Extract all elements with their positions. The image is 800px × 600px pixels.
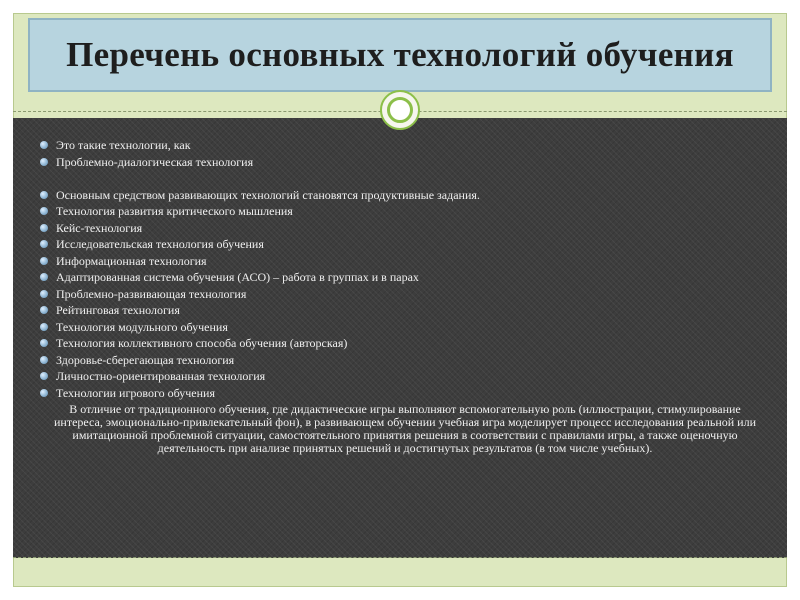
round-bullet-icon [40,306,48,314]
round-bullet-icon [40,224,48,232]
list-item-text: Технология модульного обучения [56,319,228,334]
list-item-text: Проблемно-диалогическая технология [56,154,254,169]
list-item [40,319,780,336]
round-bullet-icon [40,240,48,248]
round-bullet-icon [40,257,48,265]
list-item-text: Адаптированная система обучения (АСО) – работа в группах и в парах [56,270,419,284]
list-item-text: Кейс-технология [56,220,143,235]
list-item [40,203,780,220]
list-item-text: Технология развития критического мышления [56,204,293,218]
list-item-text: Это такие технологии, как [56,138,191,152]
list-item [40,170,780,187]
list-item [40,302,780,319]
circle-ornament-icon [380,90,420,130]
list-item-text: Исследовательская технология обучения [56,237,264,251]
list-item-text: Технология коллективного способа обучения (авторская) [56,336,348,350]
list-item-text: Здоровье-сберегающая технология [56,352,235,367]
list-item-text: Проблемно-развивающая технология [56,286,247,301]
round-bullet-icon [40,191,48,199]
list-item-text: Основным средством развивающих технологий становятся продуктивные задания. [56,187,480,202]
list-item [40,137,780,154]
list-item [40,187,780,204]
list-item-text: Технологии игрового обучения [56,385,215,400]
round-bullet-icon [40,158,48,166]
round-bullet-icon [40,207,48,215]
round-bullet-icon [40,290,48,298]
list-item [40,269,780,286]
round-bullet-icon [40,273,48,281]
round-bullet-icon [40,356,48,364]
list-item [40,154,780,171]
list-item-text: Личностно-ориентированная технология [56,369,266,383]
list-item [40,385,780,402]
round-bullet-icon [40,372,48,380]
round-bullet-icon [40,141,48,149]
list-item [40,253,780,270]
round-bullet-icon [40,323,48,331]
body-paragraph: В отличие от традиционного обучения, где дидактические игры выполняют вспомогательную роль (иллюстрации, стимулирование интереса, эмоционально-привлекательный фон), в развивающем обучении учебная игра моделирует процесс исследования реальной или имитационной проблемной ситуации, самостоятельного принятия решения в соответствии с правилами игры, а также оценочную деятельность при анализе принятых решений и достигнутых результатов (в том числе учебных). [53,402,756,455]
round-bullet-icon [40,389,48,397]
list-item-text: Рейтинговая технология [56,303,180,317]
list-item [40,286,780,303]
circle-ornament-inner [387,97,413,123]
list-item [40,335,780,352]
divider-bottom [13,557,787,558]
slide-title: Перечень основных технологий обучения [66,35,734,74]
title-bar [28,18,772,92]
technology-list [40,137,780,401]
list-item [40,352,780,369]
list-item [40,236,780,253]
list-item [40,220,780,237]
list-item [40,368,780,385]
list-item-text: Информационная технология [56,253,207,268]
round-bullet-icon [40,339,48,347]
